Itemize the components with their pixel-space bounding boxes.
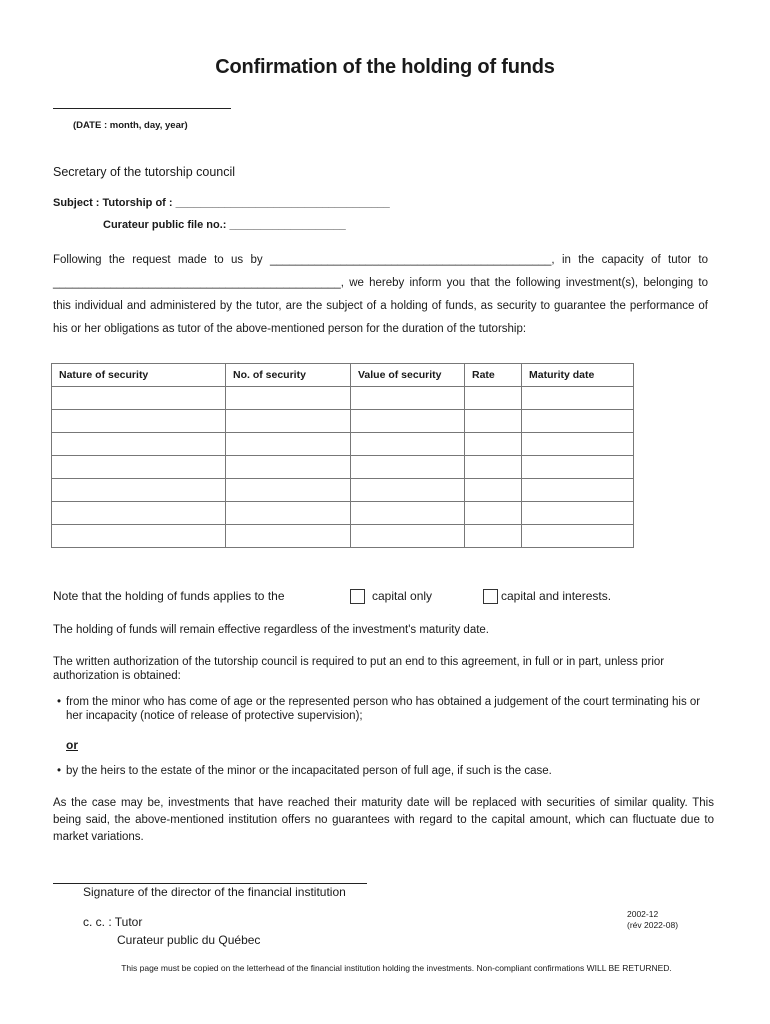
bullet-item-heirs bbox=[57, 764, 714, 778]
capital-only-label: capital only bbox=[372, 589, 433, 603]
table-cell[interactable] bbox=[522, 433, 634, 456]
table-cell[interactable] bbox=[522, 502, 634, 525]
column-header-nature: Nature of security bbox=[52, 364, 226, 387]
file-number-line: Curateur public file no.: ___________________ bbox=[103, 219, 346, 231]
column-header-value: Value of security bbox=[351, 364, 465, 387]
table-row bbox=[52, 502, 634, 525]
table-cell[interactable] bbox=[465, 479, 522, 502]
bullet-item-minor bbox=[57, 695, 714, 723]
bullet-icon: • bbox=[57, 696, 62, 708]
recipient-line: Secretary of the tutorship council bbox=[53, 165, 236, 179]
table-cell[interactable] bbox=[52, 479, 226, 502]
table-cell[interactable] bbox=[465, 525, 522, 548]
table-cell[interactable] bbox=[465, 410, 522, 433]
table-cell[interactable] bbox=[351, 502, 465, 525]
form-number bbox=[627, 909, 678, 931]
column-header-rate: Rate bbox=[465, 364, 522, 387]
table-cell[interactable] bbox=[226, 479, 351, 502]
table-cell[interactable] bbox=[351, 433, 465, 456]
subject-line: Subject : Tutorship of : ___________________________________ bbox=[53, 197, 390, 209]
capital-only-checkbox[interactable] bbox=[350, 589, 365, 604]
cc-curateur: Curateur public du Québec bbox=[117, 933, 261, 947]
table-cell[interactable] bbox=[226, 502, 351, 525]
table-cell[interactable] bbox=[52, 410, 226, 433]
table-cell[interactable] bbox=[522, 456, 634, 479]
form-code: 2002-12 bbox=[627, 909, 659, 919]
table-cell[interactable] bbox=[226, 525, 351, 548]
bullet-text: by the heirs to the estate of the minor or the incapacitated person of full age, if such is the case. bbox=[66, 765, 552, 777]
table-cell[interactable] bbox=[351, 479, 465, 502]
date-field[interactable] bbox=[53, 98, 231, 109]
table-row bbox=[52, 479, 634, 502]
table-cell[interactable] bbox=[522, 525, 634, 548]
request-paragraph: Following the request made to us by ____________________________________________, in the capacity of tutor to _____________________________________________, we hereby inform you that the following investment(s), belonging to this individual and administered by the tutor, are the subject of a holding of funds, as security to guarantee the performance of his or her obligations as tutor of the above-mentioned person for the duration of the tutorship: bbox=[53, 254, 708, 335]
table-cell[interactable] bbox=[351, 525, 465, 548]
effective-paragraph: The holding of funds will remain effective regardless of the investment's maturity date. bbox=[53, 624, 490, 636]
cc-tutor: c. c. : Tutor bbox=[83, 915, 143, 929]
table-cell[interactable] bbox=[465, 433, 522, 456]
holding-note: Note that the holding of funds applies to the bbox=[53, 589, 285, 603]
table-cell[interactable] bbox=[226, 433, 351, 456]
table-cell[interactable] bbox=[52, 387, 226, 410]
table-cell[interactable] bbox=[522, 410, 634, 433]
table-cell[interactable] bbox=[226, 387, 351, 410]
signature-label: Signature of the director of the financial institution bbox=[83, 885, 346, 899]
table-cell[interactable] bbox=[52, 525, 226, 548]
form-revision: (rév 2022-08) bbox=[627, 920, 679, 930]
or-separator: or bbox=[66, 738, 78, 752]
bullet-icon: • bbox=[57, 765, 62, 777]
table-cell[interactable] bbox=[351, 410, 465, 433]
capital-and-interests-label: capital and interests. bbox=[501, 589, 612, 603]
securities-table bbox=[51, 363, 634, 548]
table-cell[interactable] bbox=[522, 387, 634, 410]
table-cell[interactable] bbox=[226, 410, 351, 433]
table-cell[interactable] bbox=[465, 456, 522, 479]
capital-and-interests-checkbox[interactable] bbox=[483, 589, 498, 604]
table-cell[interactable] bbox=[52, 433, 226, 456]
table-cell[interactable] bbox=[52, 502, 226, 525]
column-header-maturity: Maturity date bbox=[522, 364, 634, 387]
table-row bbox=[52, 456, 634, 479]
table-cell[interactable] bbox=[52, 456, 226, 479]
table-cell[interactable] bbox=[226, 456, 351, 479]
bullet-text: from the minor who has come of age or the represented person who has obtained a judgement of the court terminating his or her incapacity (notice of release of protective supervision); bbox=[66, 696, 701, 722]
column-header-number: No. of security bbox=[226, 364, 351, 387]
authorization-paragraph: The written authorization of the tutorship council is required to put an end to this agreement, in full or in part, unless prior authorization is obtained: bbox=[53, 656, 665, 682]
table-row bbox=[52, 525, 634, 548]
date-caption: (DATE : month, day, year) bbox=[73, 120, 188, 131]
document-title: Confirmation of the holding of funds bbox=[215, 56, 555, 78]
table-row bbox=[52, 433, 634, 456]
signature-line[interactable] bbox=[53, 878, 367, 884]
table-cell[interactable] bbox=[522, 479, 634, 502]
table-header-row bbox=[52, 364, 634, 387]
table-cell[interactable] bbox=[351, 387, 465, 410]
maturity-paragraph: As the case may be, investments that have reached their maturity date will be replaced with securities of similar quality. This being said, the above-mentioned institution offers no guarantees with regard to the capital amount, which can fluctuate due to market variations. bbox=[53, 797, 714, 843]
table-cell[interactable] bbox=[351, 456, 465, 479]
table-cell[interactable] bbox=[465, 502, 522, 525]
table-cell[interactable] bbox=[465, 387, 522, 410]
footer-note: This page must be copied on the letterhead of the financial institution holding the investments. Non-compliant confirmations WILL BE RETURNED. bbox=[121, 963, 672, 973]
table-row bbox=[52, 387, 634, 410]
table-row bbox=[52, 410, 634, 433]
